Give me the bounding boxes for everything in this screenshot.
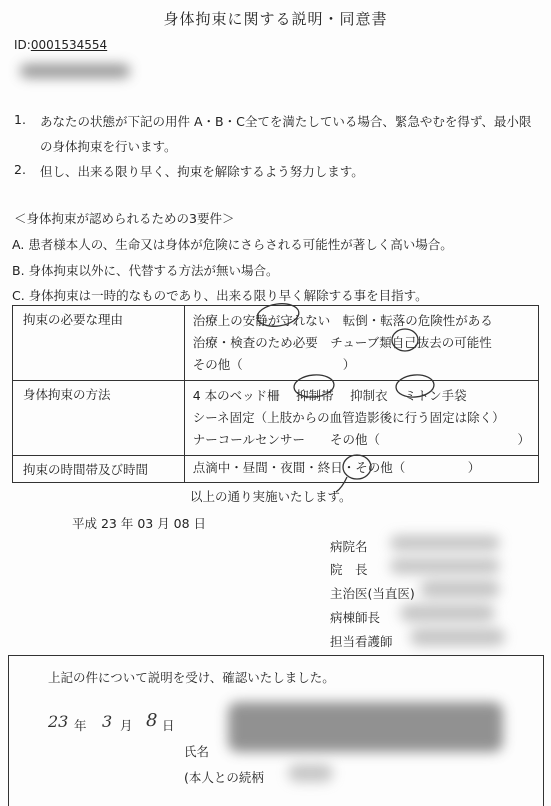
name-label: 氏名 [184,744,210,759]
confirmation-text: 以上の通り実施いたします。 [190,489,352,504]
intro-item-2-line-1: 但し、出来る限り早く、拘束を解除するよう努力します。 [40,164,364,179]
consent-statement: 上記の件について説明を受け、確認いたしました。 [48,670,335,685]
intro-item-2-number: 2. [14,162,26,177]
row-content-method [184,381,538,456]
redacted-physician-name [420,580,500,598]
month-label: 月 [120,718,133,733]
time-line-1: 点滴中・昼間・夜間・終日・その他（ ） [192,460,481,475]
relation-label: (本人との続柄 [184,770,264,785]
signatory-physician: 主治医(当直医) [330,586,415,601]
method-line-2: シーネ固定（上肢からの血管造影後に行う固定は除く） [192,410,505,425]
year-label: 年 [74,718,87,733]
handwritten-year: 23 [48,712,69,731]
day-label: 日 [162,718,175,733]
signatory-head-nurse: 病棟師長 [330,610,381,625]
document-date: 平成 23 年 03 月 08 日 [72,516,207,531]
id-label: ID: [14,38,31,52]
method-line-3: ナーコールセンサー その他（ ） [192,432,530,447]
row-content-reason [184,306,538,381]
reason-line-3: その他（ ） [192,357,356,372]
intro-item-1-line-1: あなたの状態が下記の用件 A・B・C全てを満たしている場合、緊急やむを得ず、最小限 [40,114,532,129]
redacted-nurse-name [410,628,505,646]
restraint-table [12,305,539,483]
requirement-a: A. 患者様本人の、生命又は身体が危険にさらされる可能性が著しく高い場合。 [12,237,453,252]
redacted-patient-name [20,64,130,78]
row-label-method: 身体拘束の方法 [13,381,185,456]
signatory-hospital: 病院名 [330,539,368,554]
signatory-director: 院 長 [330,562,368,577]
redacted-hospital-name [390,535,500,551]
table-row [13,381,539,456]
redacted-signature [228,702,503,752]
reason-line-2: 治療・検査のため必要 チューブ類自己抜去の可能性 [192,335,492,350]
row-content-time [184,456,538,483]
intro-item-1-number: 1. [14,112,26,127]
reason-line-1: 治療上の安静が守れない 転倒・転落の危険性がある [192,313,493,328]
intro-item-1-line-2: の身体拘束を行います。 [40,139,177,154]
table-row [13,306,539,381]
requirement-c: C. 身体拘束は一時的なものであり、出来る限り早く解除する事を目指す。 [12,288,428,303]
handwritten-day: 8 [146,710,158,731]
page-title: 身体拘束に関する説明・同意書 [163,10,388,28]
redacted-relation [288,764,333,782]
requirements-heading: ＜身体拘束が認められるための3要件＞ [14,211,235,226]
handwritten-month: 3 [102,712,113,731]
signatory-nurse: 担当看護師 [330,634,393,649]
redacted-director-name [390,558,500,574]
redacted-head-nurse-name [400,604,495,622]
row-label-reason: 拘束の必要な理由 [13,306,185,381]
table-row [13,456,539,483]
method-line-1: 4 本のベッド柵 抑制帯 抑制衣 ミトン手袋 [192,388,467,403]
row-label-time: 拘束の時間帯及び時間 [13,456,185,483]
id-value: 0001534554 [30,38,108,52]
patient-id [14,38,107,52]
requirement-b: B. 身体拘束以外に、代替する方法が無い場合。 [12,263,279,278]
